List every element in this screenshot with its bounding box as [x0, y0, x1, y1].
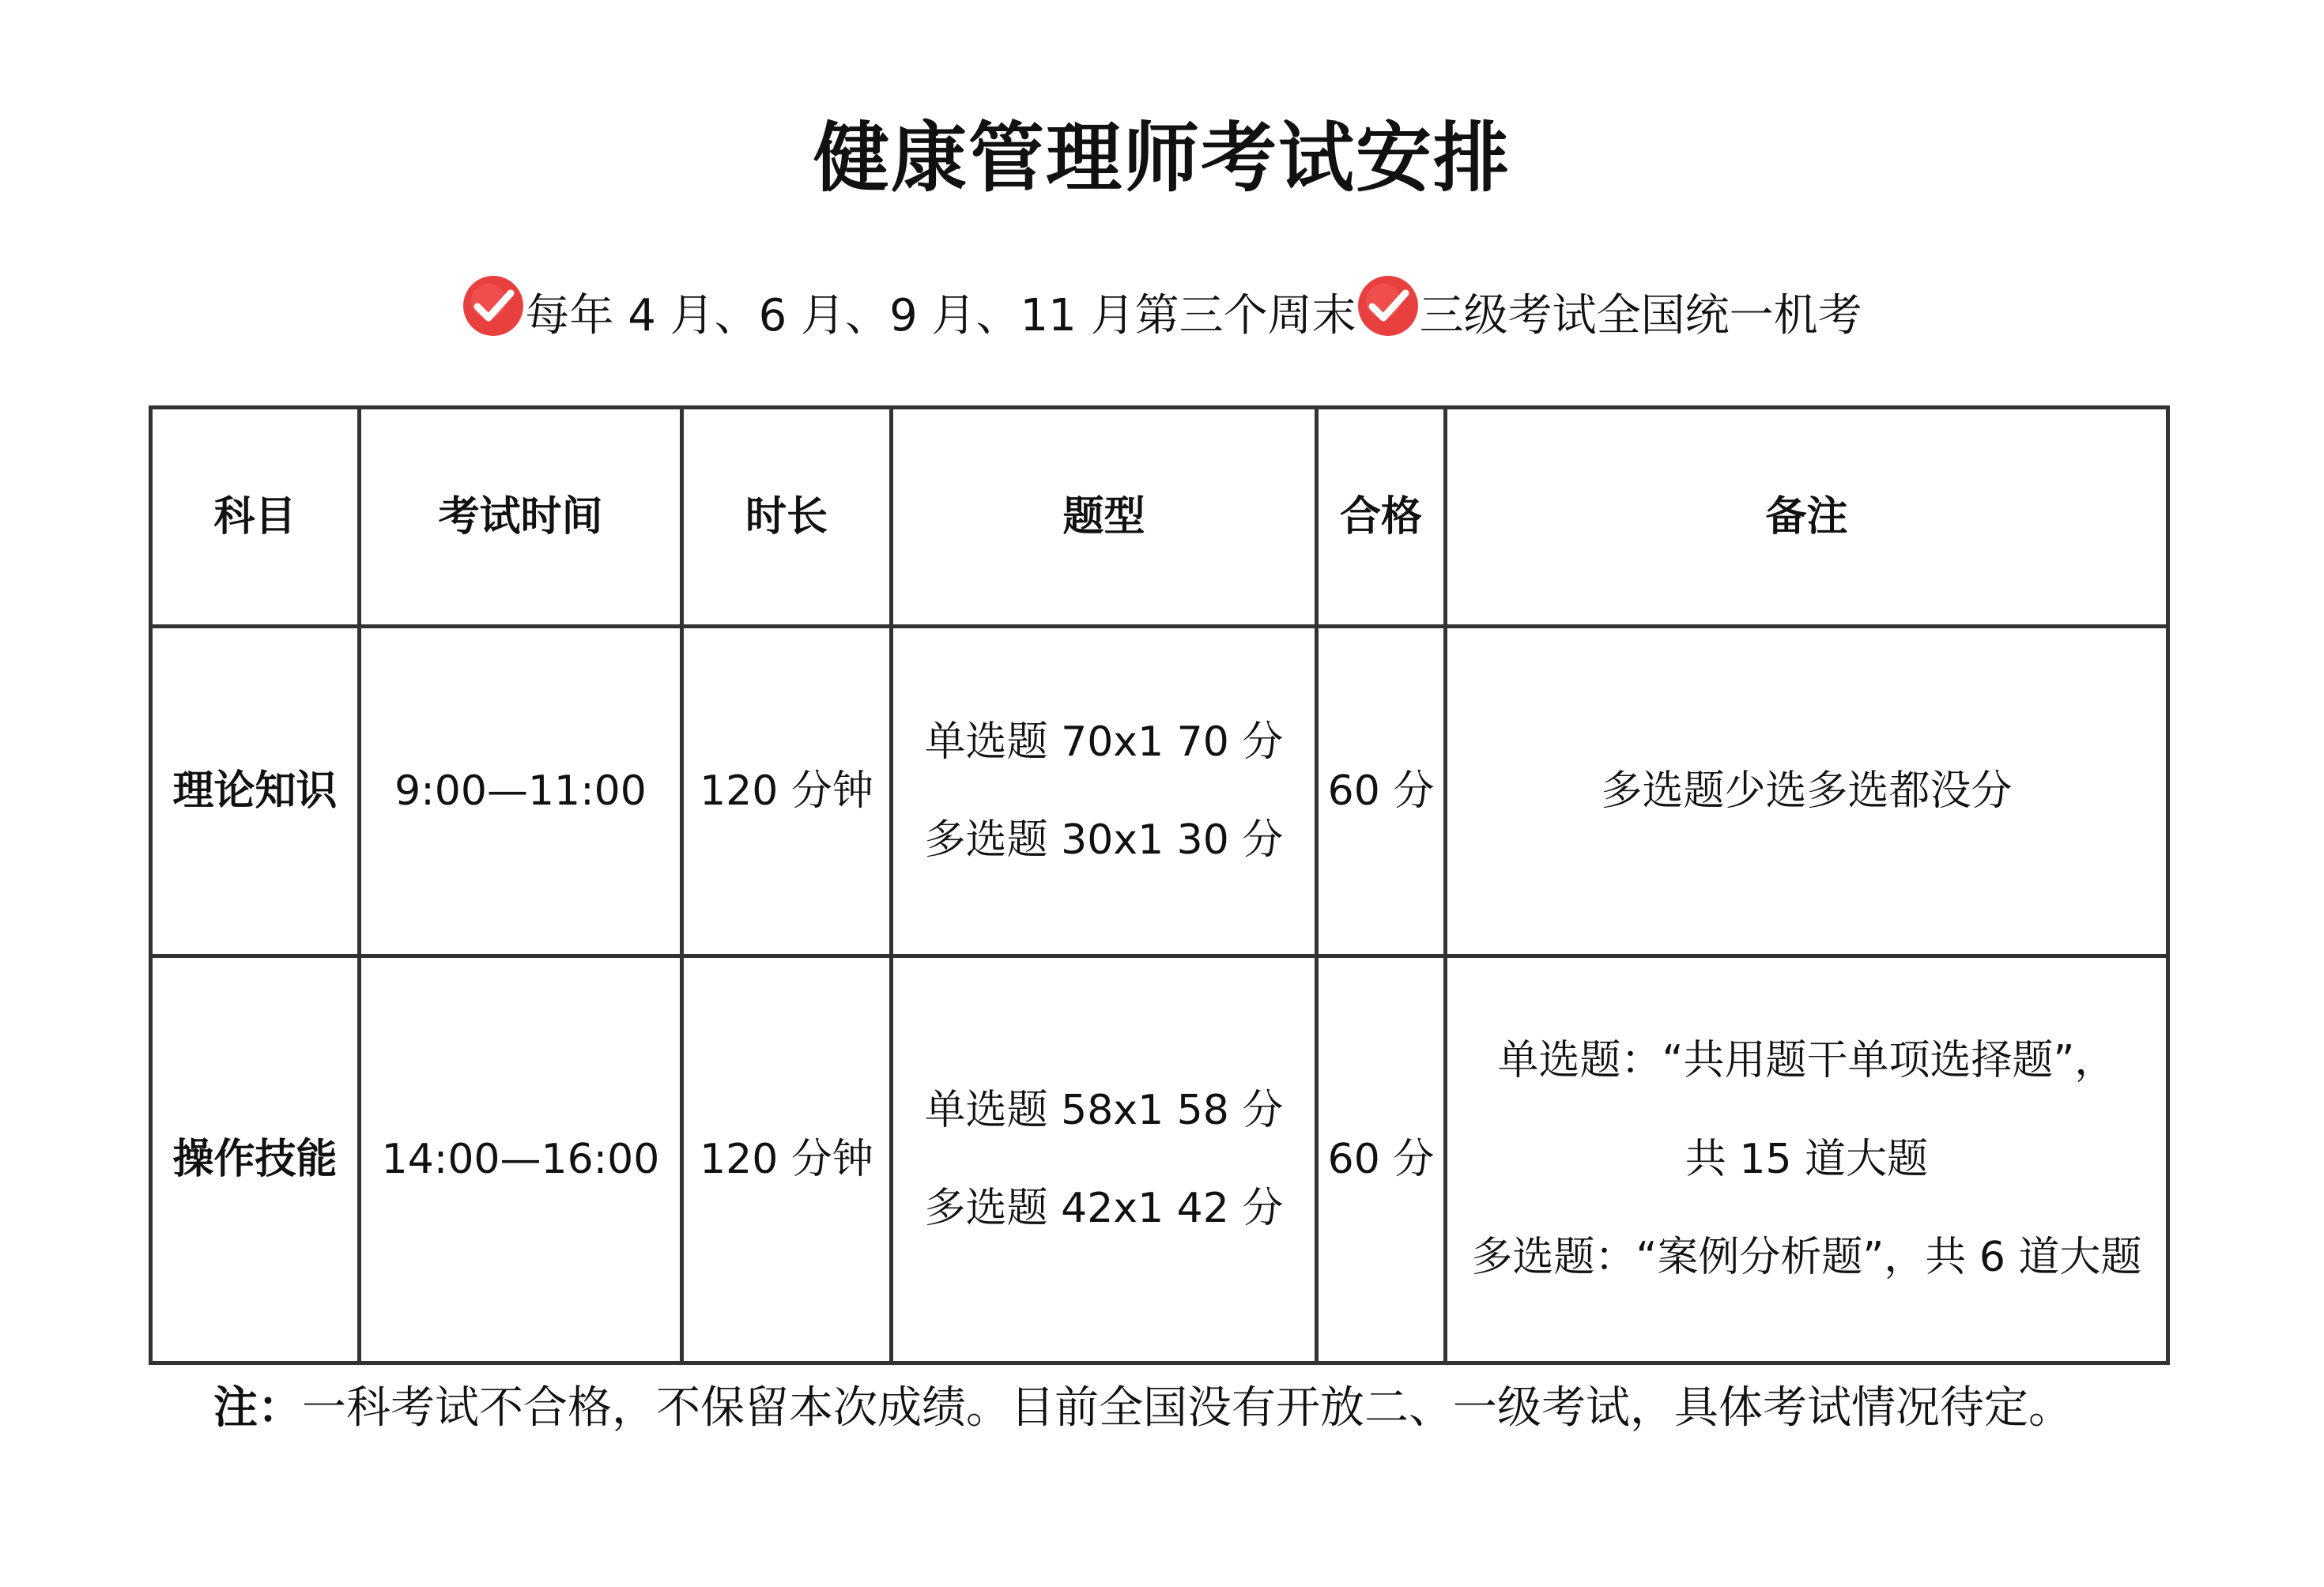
pass-score-cell: 60 分 — [1317, 627, 1446, 956]
check-circle-icon — [1356, 274, 1420, 337]
subject-cell: 操作技能 — [151, 956, 360, 1363]
remark-line: 多选题少选多选都没分 — [1601, 767, 2013, 815]
remarks-cell — [1446, 627, 2168, 956]
exam-schedule-table — [149, 405, 2170, 1365]
header-remarks: 备注 — [1446, 408, 2168, 627]
question-type-line: 多选题 30x1 30 分 — [924, 816, 1284, 864]
header-exam-time: 考试时间 — [360, 408, 682, 627]
exam-time-cell: 9:00—11:00 — [360, 627, 682, 956]
exam-schedule-subtitle — [0, 273, 2324, 360]
footnote-label: 注： — [213, 1382, 302, 1434]
remarks-cell — [1446, 956, 2168, 1363]
remark-line: 单选题：“共用题干单项选择题”， — [1497, 1037, 2116, 1085]
footnote — [213, 1377, 2073, 1440]
header-pass: 合格 — [1317, 408, 1446, 627]
pass-score-cell: 60 分 — [1317, 956, 1446, 1363]
subject-cell: 理论知识 — [151, 627, 360, 956]
page-title: 健康管理师考试安排 — [813, 114, 1511, 202]
header-question-type: 题型 — [892, 408, 1317, 627]
table-row — [151, 627, 2168, 956]
question-type-line: 多选题 42x1 42 分 — [924, 1185, 1284, 1232]
duration-cell: 120 分钟 — [682, 627, 892, 956]
duration-cell: 120 分钟 — [682, 956, 892, 1363]
remark-line: 共 15 道大题 — [1685, 1135, 1929, 1183]
exam-dates-text: 每年 4 月、6 月、9 月、11 月第三个周末 — [525, 290, 1356, 341]
remark-line: 多选题：“案例分析题”，共 6 道大题 — [1471, 1234, 2142, 1282]
header-subject: 科目 — [151, 408, 360, 627]
exam-time-cell: 14:00—16:00 — [360, 956, 682, 1363]
question-type-line: 单选题 58x1 58 分 — [924, 1086, 1284, 1134]
exam-mode-text: 三级考试全国统一机考 — [1419, 290, 1862, 341]
header-duration: 时长 — [682, 408, 892, 627]
footnote-text: 一科考试不合格，不保留本次成绩。目前全国没有开放二、一级考试，具体考试情况待定。 — [302, 1382, 2073, 1434]
table-header-row — [151, 408, 2168, 627]
check-circle-icon — [462, 274, 525, 337]
question-type-cell — [892, 956, 1317, 1363]
question-type-cell — [892, 627, 1317, 956]
question-type-line: 单选题 70x1 70 分 — [924, 718, 1284, 766]
table-row — [151, 956, 2168, 1363]
